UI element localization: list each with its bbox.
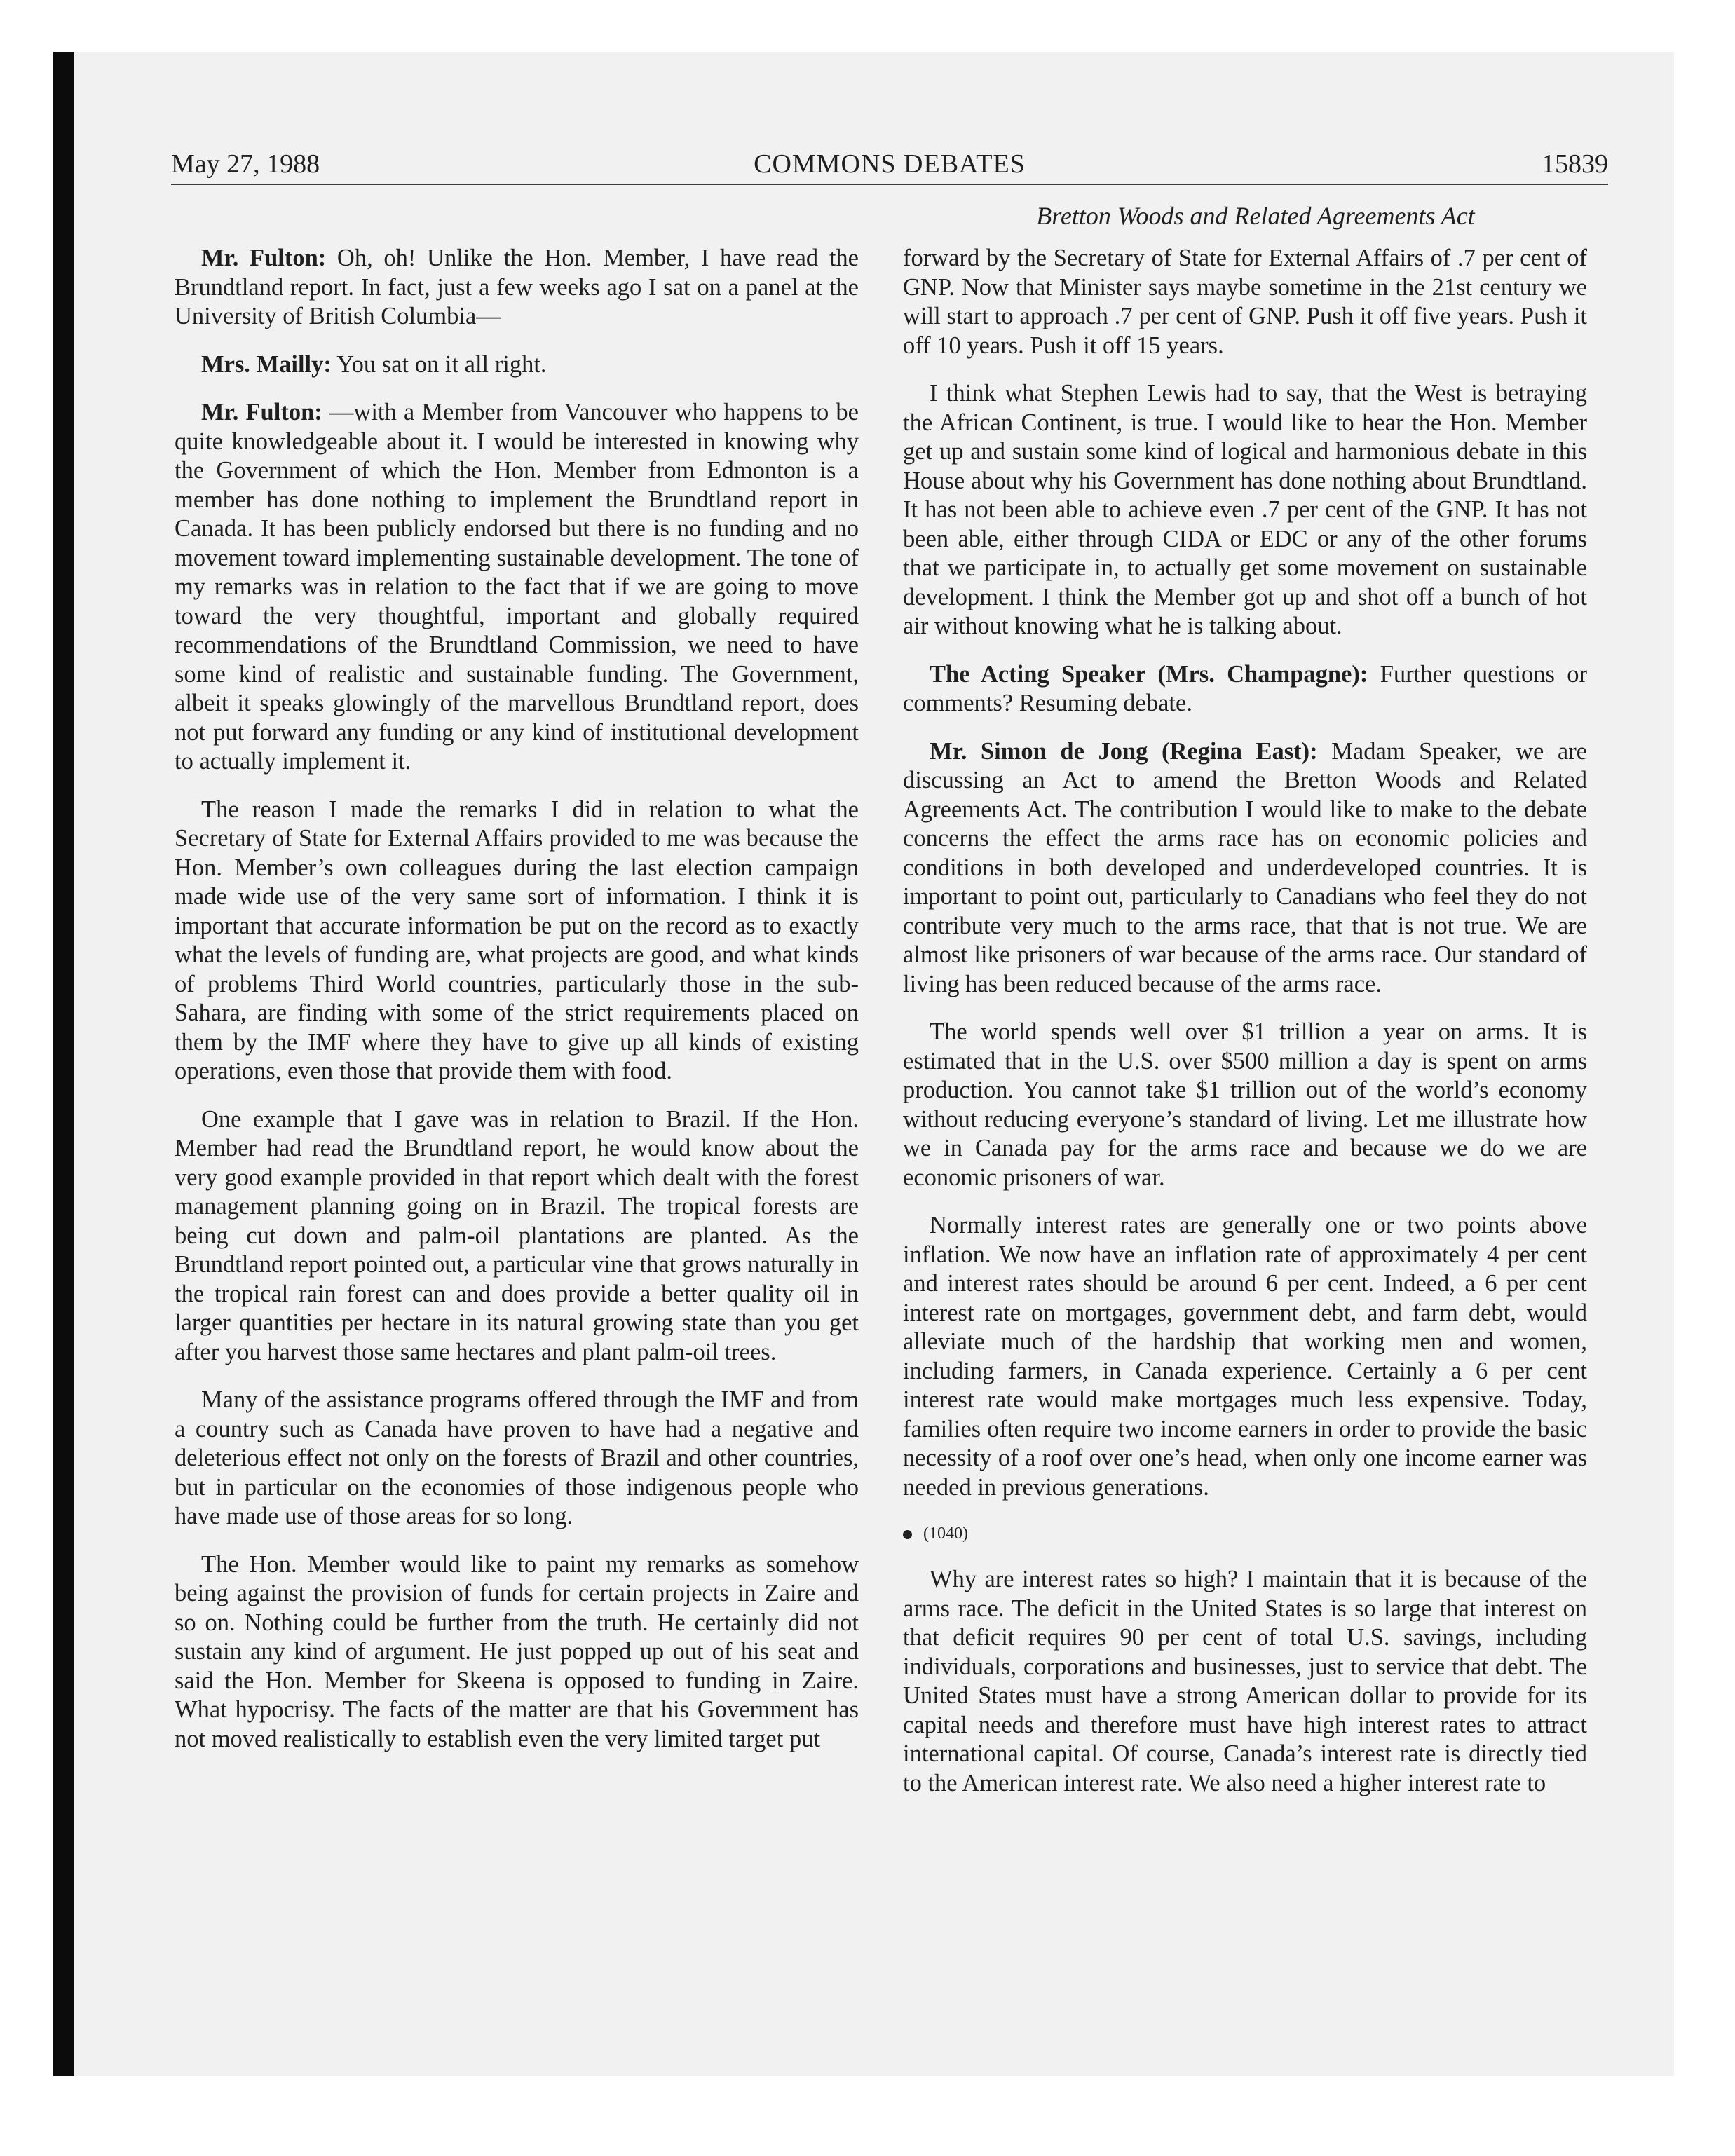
paragraph: [903, 1211, 1587, 1502]
bullet-icon: [903, 1530, 912, 1539]
right-column: [903, 244, 1587, 1817]
speaker-name: Mr. Fulton:: [201, 245, 327, 271]
paragraph-text: I think what Stephen Lewis had to say, that the West is betraying the African Continent, is true. I would like to hear the Hon. Member get up and sustain some kind of logical and harmonious debate in this House about why his Government has done nothing about Brundtland. It has not been able to achieve even .7 per cent of the GNP. It has not been able, either through CIDA or EDC or any of the other forums that we participate in, to actually get some movement on sustainable development. I think the Member got up and shot off a bunch of hot air without knowing what he is talking about.: [903, 380, 1587, 639]
left-column: [175, 244, 859, 1773]
header-page-number: 15839: [1542, 149, 1608, 179]
running-title: Bretton Woods and Related Agreements Act: [1036, 202, 1475, 230]
paragraph-text: Normally interest rates are generally one or two points above inflation. We now have an inflation rate of approximately 4 per cent and interest rates should be around 6 per cent. Indeed, a 6 per cent interest rate on mortgages, government debt, and farm debt, would alleviate much of the hardship that working men and women, including farmers, in Canada experience. Certainly a 6 per cent interest rate would make mortgages much less expensive. Today, families often require two income earners in order to provide the basic necessity of a roof over one’s head, when only one income earner was needed in previous generations.: [903, 1212, 1587, 1501]
paragraph-text: One example that I gave was in relation to Brazil. If the Hon. Member had read the Brundtland report, he would know about the very good example provided in that report which dealt with the forest management planning going on in Brazil. The tropical forests are being cut down and palm-oil plantations are planted. As the Brundtland report pointed out, a particular vine that grows naturally in the tropical rain forest can and does provide a better quality oil in larger quantities per hectare in its natural growing state than you get after you harvest those same hectares and plant palm-oil trees.: [175, 1105, 859, 1365]
time-marker: [903, 1521, 1587, 1546]
paragraph-text: The reason I made the remarks I did in relation to what the Secretary of State for External Affairs provided to me was because the Hon. Member’s own colleagues during the last election campaign made wide use of the very same sort of information. I think it is important that accurate information be put on the record as to exactly what the levels of funding are, what projects are good, and what kinds of problems Third World countries, particularly those in the sub-Sahara, are finding with some of the strict requirements placed on them by the IMF where they have to give up all kinds of existing operations, even those that provide them with food.: [175, 796, 859, 1084]
page-header: [171, 144, 1608, 184]
paragraph-text: The world spends well over $1 trillion a year on arms. It is estimated that in the U.S. over $500 million a day is spent on arms production. You cannot take $1 trillion out of the world’s economy without reducing everyone’s standard of living. Let me illustrate how we in Canada pay for the arms race and because we do we are economic prisoners of war.: [903, 1018, 1587, 1191]
paragraph: [903, 1565, 1587, 1798]
header-rule: [171, 184, 1608, 185]
paragraph: [175, 398, 859, 777]
time-marker-text: (1040): [923, 1524, 968, 1543]
paragraph-text: Oh, oh! Unlike the Hon. Member, I have read the Brundtland report. In fact, just a few weeks ago I sat on a panel at the University of British Columbia—: [175, 245, 859, 329]
paragraph-text: The Hon. Member would like to paint my remarks as somehow being against the provision of funds for certain projects in Zaire and so on. Nothing could be further from the truth. He certainly did not sustain any kind of argument. He just popped up out of his seat and said the Hon. Member for Skeena is opposed to funding in Zaire. What hypocrisy. The facts of the matter are that his Government has not moved realistically to establish even the very limited target put: [175, 1550, 859, 1752]
paragraph: [903, 660, 1587, 718]
speaker-name: Mr. Simon de Jong (Regina East):: [930, 737, 1318, 765]
paragraph-text: Madam Speaker, we are discussing an Act to amend the Bretton Woods and Related Agreements Act. The contribution I would like to make to the debate concerns the effect the arms race has on economic policies and conditions in both developed and underdeveloped countries. It is important to point out, particularly to Canadians who feel they do not contribute very much to the arms race, that that is not true. We are almost like prisoners of war because of the arms race. Our standard of living has been reduced because of the arms race.: [903, 737, 1587, 997]
paragraph-text: You sat on it all right.: [331, 350, 547, 378]
scan-edge-bar: [53, 52, 74, 2076]
paragraph-text: Further questions or comments? Resuming debate.: [903, 660, 1587, 716]
speaker-name: Mr. Fulton:: [201, 399, 322, 425]
paragraph: [903, 737, 1587, 999]
paragraph: [175, 796, 859, 1086]
paragraph: [175, 1386, 859, 1531]
paragraph: [903, 1018, 1587, 1192]
paragraph: [175, 1550, 859, 1754]
paragraph: [175, 1105, 859, 1367]
paragraph: [175, 244, 859, 332]
header-date: May 27, 1988: [171, 149, 320, 179]
paragraph-text: —with a Member from Vancouver who happens to be quite knowledgeable about it. I would be interested in knowing why the Government of which the Hon. Member from Edmonton is a member has done nothing to implement the Brundtland report in Canada. It has been publicly endorsed but there is no funding and no movement toward implementing sustainable development. The tone of my remarks was in relation to the fact that if we are going to move toward the very thoughtful, important and globally required recommendations of the Brundtland Commission, we need to have some kind of realistic and sustainable funding. The Government, albeit it speaks glowingly of the marvellous Brundtland report, does not put forward any funding or any kind of institutional development to actually implement it.: [175, 399, 859, 775]
paragraph-continuation: [903, 244, 1587, 360]
paragraph-text: Why are interest rates so high? I maintain that it is because of the arms race. The deficit in the United States is so large that interest on that deficit requires 90 per cent of total U.S. savings, including individuals, corporations and businesses, just to service that debt. The United States must have a strong American dollar to provide for its capital needs and therefore must have high interest rates to attract international capital. Of course, Canada’s interest rate is directly tied to the American interest rate. We also need a higher interest rate to: [903, 1566, 1587, 1796]
paragraph: [175, 350, 859, 380]
paragraph-text: Many of the assistance programs offered through the IMF and from a country such as Canada have proven to have had a negative and deleterious effect not only on the forests of Brazil and other countries, but in particular on the economies of those indigenous people who have made use of those areas for so long.: [175, 1386, 859, 1529]
paragraph-text: forward by the Secretary of State for External Affairs of .7 per cent of GNP. Now that Minister says maybe sometime in the 21st century we will start to approach .7 per cent of GNP. Push it off five years. Push it off 10 years. Push it off 15 years.: [903, 245, 1587, 359]
speaker-name: Mrs. Mailly:: [201, 350, 332, 378]
speaker-name: The Acting Speaker (Mrs. Champagne):: [930, 660, 1368, 688]
paragraph: [903, 379, 1587, 641]
header-title: COMMONS DEBATES: [754, 149, 1026, 179]
